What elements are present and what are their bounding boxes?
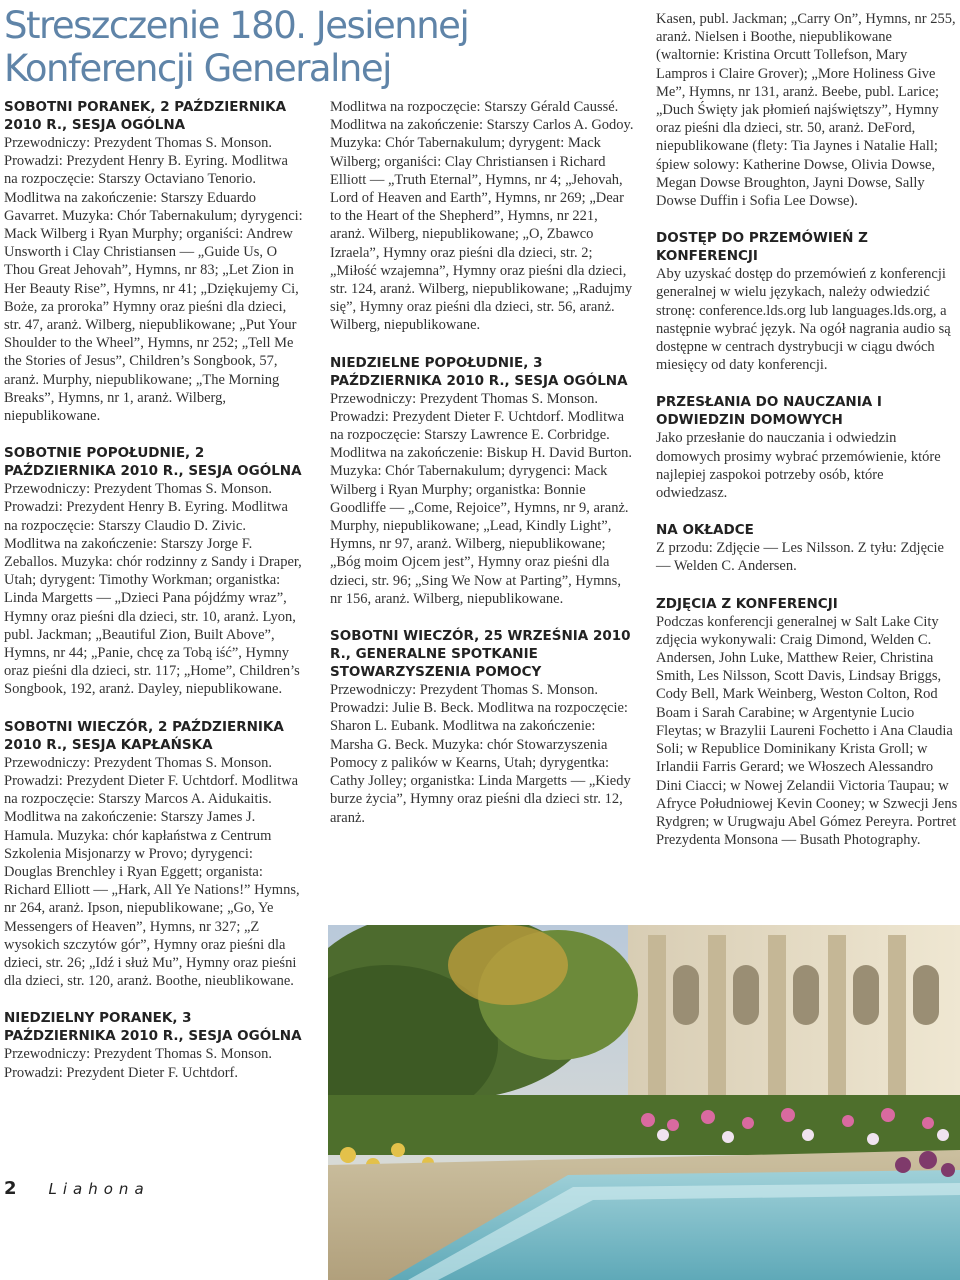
section-text: Przewodniczy: Prezydent Thomas S. Monson. Prowadzi: Prezydent Dieter F. Uchtdorf. [4,1046,272,1081]
section-text: Kasen, publ. Jackman; „Carry On”, Hymns, nr 255, aranż. Nielsen i Boothe, niepublikowane (waltornie: Kristina Orcutt Tollefson, Mary Lampros i Claire Grover); „More Holiness Give Me”, Hymns, nr 131, aranż. Beebe, publ. Larice; „Duch Święty jak płomień najświętszy”, Hymny oraz pieśni dla dzieci, str. 50, aranż. DeFord, niepublikowane (flety: Tia Jaynes i Natalie Hall; śpiew solowy: Katherine Dowse, Olivia Dowse, Megan Dowse Broughton, Jayni Dowse, Sally Dowse Duffin i Sofia Lee Dowse). [656,11,956,210]
section-heading: NIEDZIELNY PORANEK, 3 PAŹDZIERNIKA 2010 R., SESJA OGÓLNA [4,1010,302,1045]
temple-garden-illustration [328,925,960,1280]
section-heading: SOBOTNI WIECZÓR, 25 WRZEŚNIA 2010 R., GENERALNE SPOTKANIE STOWARZYSZENIA POMOCY [330,628,631,681]
section-priesthood-session [4,718,304,991]
section-heading: SOBOTNIE POPOŁUDNIE, 2 PAŹDZIERNIKA 2010 R., SESJA OGÓLNA [4,445,302,480]
section-text: Przewodniczy: Prezydent Thomas S. Monson. Prowadzi: Prezydent Dieter F. Uchtdorf. Modlitwa na rozpoczęcie: Starszy Lawrence E. Corbridge. Modlitwa na zakończenie: Biskup H. David Burton. Muzyka: Chór Tabernakulum; dyrygenci: Mack Wilberg i Ryan Murphy; organistka: Bonnie Goodliffe — „Come, Rejoice”, Hymns, nr 9, aranż. Murphy, niepublikowane; „Lead, Kindly Light”, Hymns, nr 97, aranż. Wilberg, niepublikowane; „Bóg moim Ojcem jest”, Hymny oraz pieśni dla dzieci, str. 96; „Sing We Now at Parting”, Hymns, nr 156, aranż. Wilberg, niepublikowane. [330,390,633,607]
section-saturday-morning [4,98,304,425]
section-teaching-messages [656,393,958,502]
section-text: Z przodu: Zdjęcie — Les Nilsson. Z tyłu: Zdjęcie — Welden C. Andersen. [656,540,944,575]
page-title: Streszczenie 180. Jesiennej Konferencji Generalnej [4,4,469,90]
section-talks-access [656,229,958,374]
section-relief-society-continued [656,10,958,210]
section-text: Aby uzyskać dostęp do przemówień z konferencji generalnej w wielu językach, należy odwiedzić stronę: conference.lds.org lub languages.lds.org, a następnie wybrać język. Na ogół nagrania audio są dostępne w centrach dystrybucji w ciągu dwóch miesięcy od daty konferencji. [656,266,951,374]
section-text: Przewodniczy: Prezydent Thomas S. Monson. Prowadzi: Prezydent Henry B. Eyring. Modlitwa na rozpoczęcie: Starszy Claudio D. Zivic. Modlitwa na zakończenie: Starszy Jorge F. Zeballos. Muzyka: chór rodzinny z Sandy i Draper, Utah; dyrygent: Timothy Workman; organistka: Linda Margetts — „Dzieci Pana pójdźmy wraz”, Hymny oraz pieśni dla dzieci, str. 10, aranż. Lyon, publ. Jackman; „Beautiful Zion, Built Above”, Hymns, nr 44; „Panie, chcę za Tobą iść”, Hymny oraz pieśni dla dzieci, str. 117; „Home”, Children’s Songbook, 192, aranż. Dayley, niepublikowane. [4,481,302,698]
section-cover [656,521,958,575]
magazine-name: Liahona [48,1180,150,1198]
column-1 [4,98,304,1101]
section-text: Przewodniczy: Prezydent Thomas S. Monson. Prowadzi: Prezydent Dieter F. Uchtdorf. Modlitwa na rozpoczęcie: Starszy Marcos A. Aidukaitis. Modlitwa na zakończenie: Starszy James J. Hamula. Muzyka: chór kapłaństwa z Centrum Szkolenia Misjonarzy w Provo; dyrygenci: Douglas Brenchley i Ryan Eggett; organista: Richard Elliott — „Hark, All Ye Nations!” Hymns, nr 264, aranż. Ipson, niepublikowane; „Go, Ye Messengers of Heaven”, Hymns, nr 327; „Z wysokich szczytów gór”, Hymny oraz pieśni dla dzieci, str. 26; „Idź i służ Mu”, Hymny oraz pieśni dla dzieci, str. 120, aranż. Boothe, nieublikowane. [4,754,300,990]
section-sunday-morning-continued [330,98,636,335]
page-number: 2 [4,1178,17,1199]
column-3 [656,10,958,868]
section-sunday-afternoon [330,354,636,608]
section-conference-photos [656,595,958,850]
section-heading: SOBOTNI PORANEK, 2 PAŹDZIERNIKA 2010 R., SESJA OGÓLNA [4,99,287,133]
section-relief-society-meeting [330,627,636,827]
section-text: Jako przesłanie do nauczania i odwiedzin domowych prosimy wybrać przemówienie, które najlepiej zaspokoi potrzeby osób, które odwiedzasz. [656,430,941,502]
section-heading: PRZESŁANIA DO NAUCZANIA I ODWIEDZIN DOMOWYCH [656,394,882,429]
section-heading: ZDJĘCIA Z KONFERENCJI [656,595,838,612]
section-text: Przewodniczy: Prezydent Thomas S. Monson. Prowadzi: Julie B. Beck. Modlitwa na rozpoczęcie: Sharon L. Eubank. Modlitwa na zakończenie: Marsha G. Beck. Muzyka: chór Stowarzyszenia Pomocy z palików w Kearns, Utah; dyrygentka: Cathy Jolley; organistka: Linda Margetts — „Kiedy burze życia”, Hymny oraz pieśni dla dzieci str. 12, aranż. [330,682,631,826]
section-heading: SOBOTNI WIECZÓR, 2 PAŹDZIERNIKA 2010 R., SESJA KAPŁAŃSKA [4,718,284,753]
section-heading: NA OKŁADCE [656,522,754,539]
section-sunday-morning [4,1009,304,1081]
section-text: Modlitwa na rozpoczęcie: Starszy Gérald Caussé. Modlitwa na zakończenie: Starszy Carlos A. Godoy. Muzyka: Chór Tabernakulum; dyrygent: Mack Wilberg; organiści: Clay Christiansen i Richard Elliott — „Truth Eternal”, Hymns, nr 4; „Jehovah, Lord of Heaven and Earth”, Hymns, nr 269; „Dear to the Heart of the Shepherd”, Hymns, nr 221, aranż. Wilberg, niepublikowane; „O, Zbawco Izraela”, Hymny oraz pieśni dla dzieci, str. 2; „Miłość wzajemna”, Hymny oraz pieśni dla dzieci, str. 124, aranż. Wilberg, niepublikowane; „Radujmy się”, Hymny oraz pieśni dla dzieci, str. 56, aranż. Wilberg, niepublikowane. [330,99,634,334]
section-heading: NIEDZIELNE POPOŁUDNIE, 3 PAŹDZIERNIKA 2010 R., SESJA OGÓLNA [330,354,628,389]
section-text: Podczas konferencji generalnej w Salt Lake City zdjęcia wykonywali: Craig Dimond, Welden C. Andersen, John Luke, Matthew Reier, Christina Smith, Les Nilsson, Scott Davis, Lindsay Briggs, Cody Bell, Mark Weinberg, Weston Colton, Rod Boam i Sarah Carabine; w Argentynie Lucio Fleytas; w Brazylii Laureni Fochetto i Ana Claudia Soli; w Republice Dominikany Krista Groll; w Irlandii Farris Gerard; we Włoszech Alessandro Dini Ciacci; w Nowej Zelandii Victoria Taupau; w Afryce Południowej Kevin Cooney; w Szwecji Jens Rydgren; w Urugwaju Abel Gómez Pereyra. Portret Prezydenta Monsona — Busath Photography. [656,613,958,849]
page-footer [4,1178,324,1202]
section-text: Przewodniczy: Prezydent Thomas S. Monson. Prowadzi: Prezydent Henry B. Eyring. Modlitwa na rozpoczęcie: Starszy Octaviano Tenorio. Modlitwa na zakończenie: Starszy Eduardo Gavarret. Muzyka: Chór Tabernakulum; dyrygenci: Mack Wilberg i Ryan Murphy; organiści: Andrew Unsworth i Clay Christiansen — „Guide Us, O Thou Great Jehovah”, Hymns, nr 83; „Let Zion in Her Beauty Rise”, Hymns, nr 41; „Dziękujemy Ci, Boże, za proroka” Hymny oraz pieśni dla dzieci, str. 47, aranż. Wilberg, niepublikowane; „Put Your Shoulder to the Wheel”, Hymns, nr 252; „Tell Me the Stories of Jesus”, Children’s Songbook, 57, aranż. Murphy, niepublikowane; „The Morning Breaks”, Hymns, nr 1, aranż. Wilberg, niepublikowane. [4,135,303,425]
section-heading: DOSTĘP DO PRZEMÓWIEŃ Z KONFERENCJI [656,230,868,265]
temple-garden-photo [328,925,960,1280]
section-saturday-afternoon [4,444,304,698]
column-2 [330,98,636,846]
